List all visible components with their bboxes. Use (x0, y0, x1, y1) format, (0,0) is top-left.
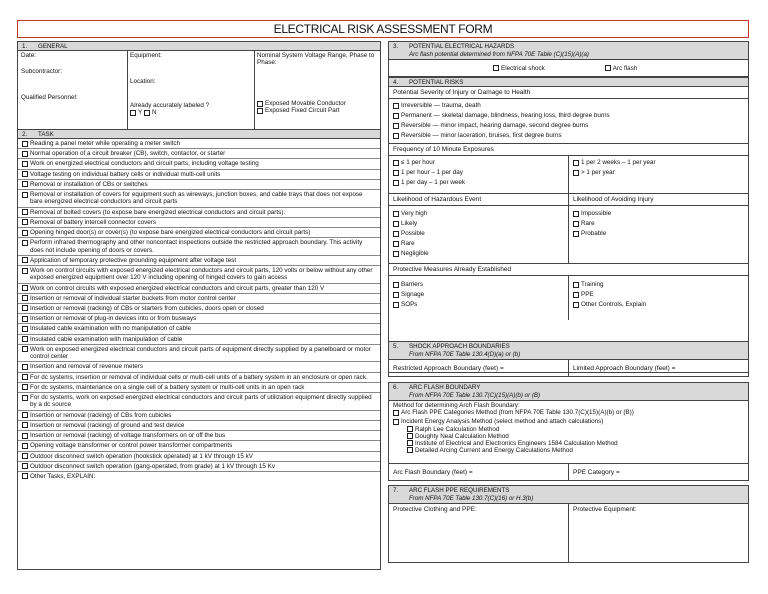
task-item[interactable] (18, 238, 380, 255)
frequency-title: Frequency of 10 Minute Exposures (389, 144, 748, 156)
task-label: Insertion or removal of individual starter buckets from motor control center (30, 294, 236, 302)
task-label: Insertion or removal (racking) of ground and test device (30, 421, 185, 429)
checkbox[interactable] (407, 447, 413, 453)
avoid-title: Likelihood of Avoiding Injury (568, 194, 748, 205)
severity-option[interactable] (389, 121, 748, 131)
checkbox[interactable] (573, 231, 579, 237)
protective-measure-option[interactable] (569, 300, 748, 310)
task-item[interactable] (18, 159, 380, 169)
incident-checkbox[interactable] (393, 419, 399, 425)
checkbox[interactable] (573, 221, 579, 227)
task-item[interactable] (18, 170, 380, 180)
task-item[interactable] (18, 266, 380, 283)
task-label: Removal or installation of covers for equipment such as wireways, junction boxes, and cable trays that does not expose bare energized electrical conductors and circuit parts (30, 191, 363, 206)
task-label: Outdoor disconnect switch operation (gang-operated, from grade) at 1 kV through 15 Kv (30, 462, 276, 470)
task-checkbox[interactable] (22, 161, 28, 167)
checkbox-label: PPE (581, 291, 594, 298)
task-checkbox[interactable] (22, 364, 28, 370)
task-checkbox[interactable] (22, 422, 28, 428)
arc-method-block: Method for determining Arch Flash Boundary: Arc Flash PPE Categories Method (from NFPA 70E Table 130.7(C)(15)(A)(b) or (B)) Incident Energy Analysis Method (select method and attach calculations) Ralph Lee Calculation Method Doughty Neal Calculation Method Institute of Electrical and Electronics Engineers 1584 Calculation Method Detailed Arcing Current and Energy Calculations Method (389, 401, 748, 455)
task-label: Insertion or removal (racking) of voltage transformers on or off the bus (30, 432, 226, 440)
hazard-likelihood-option[interactable] (389, 219, 568, 229)
task-label: For dc systems, insertion or removal of individual cells or multi-cell units of a battery system in an enclosure or open rack. (30, 373, 368, 381)
task-list (18, 139, 380, 481)
checkbox-label: Reversible — minor impact, hearing damage, second degree burns (401, 122, 589, 129)
checkbox[interactable] (393, 211, 399, 217)
checkbox[interactable] (393, 221, 399, 227)
task-checkbox[interactable] (22, 384, 28, 390)
task-label: For dc systems, maintenance on a single cell of a battery system or multi-cell units in an open rack (30, 383, 305, 391)
checkbox-label: Other Controls, Explain (581, 301, 647, 308)
task-checkbox[interactable] (22, 463, 28, 469)
checkbox[interactable] (393, 251, 399, 257)
checkbox-label: 1 per day – 1 per week (401, 179, 466, 186)
protective-measure-option[interactable] (569, 290, 748, 300)
shock-checkbox[interactable] (493, 65, 499, 71)
checkbox-label: Training (581, 281, 604, 288)
task-checkbox[interactable] (22, 443, 28, 449)
task-item[interactable] (18, 190, 380, 207)
task-checkbox[interactable] (22, 395, 28, 401)
severity-option[interactable] (389, 101, 748, 111)
task-checkbox[interactable] (22, 346, 28, 352)
task-checkbox[interactable] (22, 151, 28, 157)
protective-measure-option[interactable] (569, 280, 748, 290)
arc-checkbox[interactable] (605, 65, 611, 71)
task-label: Voltage testing on individual battery cells or individual multi-cell units (30, 170, 221, 178)
arc-calc-method[interactable] (403, 433, 744, 440)
protective-title: Protective Measures Already Established (389, 264, 748, 276)
checkbox-label: Very high (401, 210, 428, 217)
task-checkbox[interactable] (22, 285, 28, 291)
checkbox[interactable] (407, 426, 413, 432)
checkbox-label: Rare (401, 240, 415, 247)
checkbox-label: Impossible (581, 210, 612, 217)
task-item[interactable] (18, 294, 380, 304)
task-checkbox[interactable] (22, 295, 28, 301)
general-header: 1. GENERAL (18, 42, 380, 51)
task-item[interactable] (18, 218, 380, 228)
subcontractor-field[interactable]: Subcontractor: (21, 68, 62, 75)
checkbox[interactable] (407, 440, 413, 446)
task-label: For dc systems, work on exposed energized electrical conductors and circuit parts of utilization equipment directly supplied by a dc source (30, 394, 372, 409)
checkbox-label: > 1 per year (581, 169, 615, 176)
task-label: Work on exposed energized electrical conductors and circuit parts of equipment directly supplied by a panelboard or motor control center (30, 345, 371, 361)
task-checkbox[interactable] (22, 192, 28, 198)
checkbox-label: ≤ 1 per hour (401, 159, 435, 166)
checkbox[interactable] (573, 292, 579, 298)
task-label: Removal of bolted covers (to expose bare energized electrical conductors and circuit parts). (30, 208, 286, 216)
checkbox[interactable] (393, 103, 399, 109)
task-label: Removal or installation of CBs or switches (30, 180, 148, 188)
task-checkbox[interactable] (22, 219, 28, 225)
avoid-likelihood-option[interactable] (569, 209, 748, 219)
task-checkbox[interactable] (22, 316, 28, 322)
task-label: Application of temporary protective grounding equipment after voltage test (30, 256, 237, 264)
checkbox[interactable] (573, 160, 579, 166)
hazard-title: Likelihood of Hazardous Event (393, 196, 482, 203)
yes-checkbox[interactable] (130, 110, 136, 116)
ppe-method-checkbox[interactable] (393, 410, 399, 416)
task-item[interactable] (18, 208, 380, 218)
date-field[interactable]: Date: (21, 52, 37, 59)
task-label: Insertion and removal of revenue meters (30, 363, 144, 371)
checkbox[interactable] (393, 302, 399, 308)
task-checkbox[interactable] (22, 433, 28, 439)
checkbox-label: Doughty Neal Calculation Method (415, 432, 509, 440)
shock-section: 5. SHOCK APPROACH BOUNDARIES From NFPA 70E Table 130.4(D)(a) or (b) Restricted Approach Boundary (feet) = Limited Approach Boundary (feet) = (388, 341, 749, 377)
checkbox[interactable] (573, 302, 579, 308)
equipment-field[interactable]: Equipment: (130, 52, 162, 59)
nominal-voltage-field[interactable]: Nominal System Voltage Range, Phase to Phase: (257, 52, 375, 67)
checkbox-label: 1 per 2 weeks – 1 per year (581, 159, 656, 166)
task-checkbox[interactable] (22, 305, 28, 311)
task-item[interactable] (18, 335, 380, 345)
task-label: Insertion or removal (racking) of CBs from cubicles (30, 411, 172, 419)
restricted-boundary[interactable]: Restricted Approach Boundary (feet) = (393, 365, 504, 372)
risks-section: 4. POTENTIAL RISKS Potential Severity of Injury or Damage to Health Irreversible — trauma, death Permanent — skeletal damage, blindness, hearing loss, third degree burns Reversible — minor impact, hearing damage, second degree burns Reversible — minor laceration, bruises, first degree burns Frequency of 10 Minute Exposures ≤ 1 per hour 1 per hour – 1 per day 1 per day – 1 per week 1 per 2 weeks – 1 per year > 1 per year Likelihood of Hazardous Event Likelihood of Avoiding Injury Very high Likely Possible Rare Negligible Impossible Rare Probable Protective Measures Already Established Barriers Signage SOPs Training PPE Other Controls, Explain (388, 77, 749, 373)
task-label: Opening hinged door(s) or cover(s) (to expose bare energized electrical conductors and circuit parts) (30, 229, 311, 237)
task-item[interactable] (18, 139, 380, 149)
labeled-question: Already accurately labeled ? Y N (130, 102, 210, 117)
checkbox[interactable] (393, 133, 399, 139)
task-item[interactable] (18, 383, 380, 393)
checkbox[interactable] (393, 160, 399, 166)
checkbox-label: Ralph Lee Calculation Method (415, 425, 500, 433)
task-item[interactable] (18, 472, 380, 481)
limited-boundary[interactable]: Limited Approach Boundary (feet) = (568, 360, 748, 377)
form-title: ELECTRICAL RISK ASSESSMENT FORM (17, 20, 749, 38)
protective-equipment[interactable]: Protective Equipment: (568, 504, 748, 562)
arc-section: 6. ARC FLASH BOUNDARY From NFPA 70E Table 130.7(C)(15)(A)(b) or (B) Method for determining Arch Flash Boundary: Arc Flash PPE Categories Method (from NFPA 70E Table 130.7(C)(15)(A)(b) or (B)) Incident Energy Analysis Method (select method and attach calculations) Ralph Lee Calculation Method Doughty Neal Calculation Method Institute of Electrical and Electronics Engineers 1584 Calculation Method Detailed Arcing Current and Energy Calculations Method Arc Flash Boundary (feet) = PPE Category = (388, 382, 749, 481)
task-item[interactable] (18, 180, 380, 190)
hazard-likelihood-option[interactable] (389, 229, 568, 239)
arc-calc-method[interactable] (403, 447, 744, 454)
right-column (388, 41, 749, 563)
checkbox[interactable] (393, 241, 399, 247)
severity-title: Potential Severity of Injury or Damage to Health (389, 87, 748, 99)
task-item[interactable] (18, 441, 380, 451)
arc-calc-method[interactable] (403, 426, 744, 433)
checkbox-label: Negligible (401, 250, 429, 257)
task-checkbox[interactable] (22, 268, 28, 274)
protective-measure-option[interactable] (389, 290, 568, 300)
checkbox[interactable] (393, 170, 399, 176)
task-label: Other Tasks, EXPLAIN: (30, 472, 96, 480)
checkbox[interactable] (393, 113, 399, 119)
task-label: Reading a panel meter while operating a meter switch (30, 140, 181, 147)
checkbox-label: Rare (581, 220, 595, 227)
task-item[interactable] (18, 462, 380, 472)
frequency-option[interactable] (389, 178, 568, 188)
task-checkbox[interactable] (22, 230, 28, 236)
task-item[interactable] (18, 256, 380, 266)
task-label: Removal of battery intercell connector covers (30, 218, 156, 226)
checkbox-label: Permanent — skeletal damage, blindness, hearing loss, third degree burns (401, 112, 610, 119)
task-label: Insulated cable examination with manipulation of cable (30, 335, 183, 343)
arc-calc-method[interactable] (403, 440, 744, 447)
task-checkbox[interactable] (22, 240, 28, 246)
task-checkbox[interactable] (22, 181, 28, 187)
checkbox[interactable] (393, 231, 399, 237)
protective-measure-option[interactable] (389, 300, 568, 310)
checkbox-label: Possible (401, 230, 425, 237)
hazard-likelihood-option[interactable] (389, 239, 568, 249)
checkbox-label: SOPs (401, 301, 418, 308)
avoid-likelihood-option[interactable] (569, 229, 748, 239)
avoid-likelihood-option[interactable] (569, 219, 748, 229)
task-label: Insertion or removal of plug-in devices into or from busways (30, 315, 197, 323)
task-label: Outdoor disconnect switch operation (hookstick operated) at 1 kV through 15 kV (30, 452, 253, 460)
task-checkbox[interactable] (22, 257, 28, 263)
protective-clothing[interactable]: Protective Clothing and PPE: (393, 506, 477, 513)
task-item[interactable] (18, 362, 380, 372)
task-label: Opening voltage transformer or control power transformer compartments (30, 442, 233, 450)
task-label: Insertion or removal (racking) of CBs or starters from cubicles, doors open or closed (30, 304, 264, 312)
checkbox-label: Barriers (401, 281, 424, 288)
task-item[interactable] (18, 452, 380, 462)
frequency-option[interactable] (569, 168, 748, 178)
task-checkbox[interactable] (22, 473, 28, 479)
checkbox[interactable] (573, 211, 579, 217)
checkbox[interactable] (393, 123, 399, 129)
left-column (17, 41, 381, 570)
task-label: Work on control circuits with exposed energized electrical conductors and circuit parts, greater than 120 V (30, 284, 325, 292)
frequency-option[interactable] (389, 168, 568, 178)
checkbox[interactable] (573, 170, 579, 176)
checkbox-label: Signage (401, 291, 425, 298)
task-item[interactable] (18, 149, 380, 159)
exposed-options: Exposed Movable Conductor Exposed Fixed Circuit Part (254, 99, 381, 115)
task-item[interactable] (18, 345, 380, 362)
task-item[interactable] (18, 411, 380, 421)
frequency-option[interactable] (569, 158, 748, 168)
protective-measure-option[interactable] (389, 280, 568, 290)
task-checkbox[interactable] (22, 374, 28, 380)
checkbox-label: Likely (401, 220, 418, 227)
qualified-personnel-field[interactable]: Qualified Personnel: (21, 94, 78, 101)
task-checkbox[interactable] (22, 171, 28, 177)
location-field[interactable]: Location: (130, 78, 156, 85)
no-checkbox[interactable] (144, 110, 150, 116)
task-item[interactable] (18, 431, 380, 441)
task-header: 2. TASK (18, 130, 380, 139)
task-label: Normal operation of a circuit breaker (CB), switch, contactor, or starter (30, 150, 226, 158)
severity-option[interactable] (389, 131, 748, 141)
hazards-section: 3. POTENTIAL ELECTRICAL HAZARDS Arc flash potential determined from NFPA 70E Table (C)(15)(A)(a) Electrical shock Arc flash (388, 41, 749, 77)
task-checkbox[interactable] (22, 141, 28, 147)
task-checkbox[interactable] (22, 453, 28, 459)
task-checkbox[interactable] (22, 412, 28, 418)
task-checkbox[interactable] (22, 326, 28, 332)
task-item[interactable] (18, 421, 380, 431)
task-item[interactable] (18, 324, 380, 334)
frequency-option[interactable] (389, 158, 568, 168)
task-item[interactable] (18, 393, 380, 410)
checkbox-label: Reversible — minor laceration, bruises, first degree burns (401, 132, 562, 139)
checkbox-label: Probable (581, 230, 607, 237)
task-item[interactable] (18, 373, 380, 383)
task-checkbox[interactable] (22, 336, 28, 342)
task-label: Work on energized electrical conductors and circuit parts, including voltage testing (30, 160, 259, 168)
checkbox[interactable] (573, 282, 579, 288)
fixed-checkbox[interactable] (257, 108, 263, 114)
movable-checkbox[interactable] (257, 101, 263, 107)
task-item[interactable] (18, 228, 380, 238)
checkbox[interactable] (393, 282, 399, 288)
task-item[interactable] (18, 304, 380, 314)
task-item[interactable] (18, 314, 380, 324)
checkbox-label: Institute of Electrical and Electronics Engineers 1584 Calculation Method (415, 439, 618, 447)
checkbox[interactable] (407, 433, 413, 439)
task-label: Work on control circuits with exposed energized electrical conductors and circuit parts, 120 volts or below without any other exposed energized equipment over 120 V including opening of hinged covers to gain access (30, 267, 373, 282)
task-label: Perform infrared thermography and other noncontact inspections outside the restricted approach boundary. This activity does not include opening of doors or covers. (30, 239, 363, 254)
checkbox-label: 1 per hour – 1 per day (401, 169, 463, 176)
checkbox[interactable] (393, 292, 399, 298)
ppe-category[interactable]: PPE Category = (568, 464, 748, 480)
task-checkbox[interactable] (22, 209, 28, 215)
ppe-section: 7. ARC FLASH PPE REQUIREMENTS From NFPA 70E Table 130.7(C)(16) or H.3(b) Protective Clothing and PPE: Protective Equipment: (388, 485, 749, 563)
checkbox-label: Detailed Arcing Current and Energy Calculations Method (415, 446, 573, 454)
checkbox[interactable] (393, 180, 399, 186)
task-item[interactable] (18, 284, 380, 294)
arc-boundary[interactable]: Arc Flash Boundary (feet) = (393, 469, 473, 476)
hazard-likelihood-option[interactable] (389, 249, 568, 259)
severity-option[interactable] (389, 111, 748, 121)
checkbox-label: Irreversible — trauma, death (401, 102, 481, 109)
hazard-likelihood-option[interactable] (389, 209, 568, 219)
general-grid (18, 51, 380, 130)
task-label: Insulated cable examination with no manipulation of cable (30, 325, 192, 333)
